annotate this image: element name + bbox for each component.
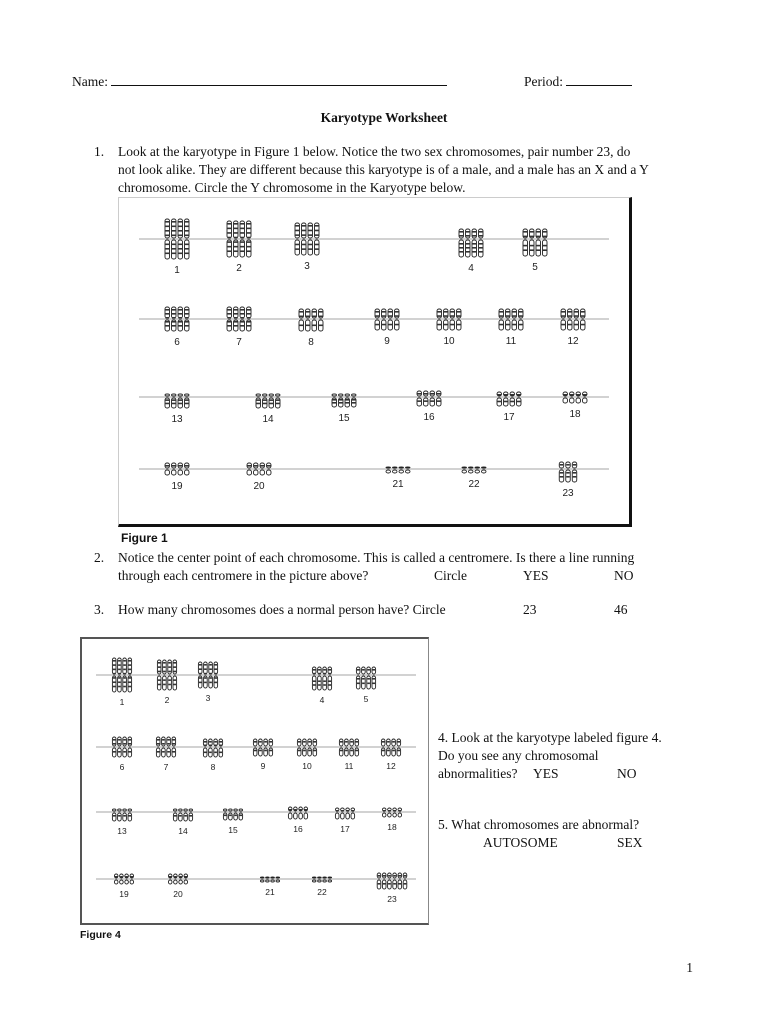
chromosome [393, 808, 397, 817]
chromosome [479, 229, 484, 257]
chromosome [388, 309, 393, 330]
chromosome-number-label: 12 [567, 336, 579, 347]
q4-line1: 4. Look at the karyotype labeled figure 4. [438, 730, 662, 745]
chromosome [332, 394, 337, 407]
chromosome [497, 392, 502, 406]
chromosome [299, 309, 304, 331]
period-blank[interactable] [566, 72, 632, 86]
chromosome [346, 808, 350, 819]
chromosome [572, 462, 577, 482]
chromosome [339, 394, 344, 407]
chromosome [294, 807, 298, 819]
chromosome [424, 391, 429, 406]
chromosome [312, 877, 316, 882]
q3-option-46[interactable]: 46 [614, 602, 628, 617]
chromosome [297, 739, 301, 756]
q1-line2: not look alike. They are different because this karyotype is of a male, and a male has an X and a Y [118, 162, 649, 177]
chromosome [351, 808, 355, 819]
chromosome [339, 739, 343, 756]
q1-line1: Look at the karyotype in Figure 1 below. Notice the two sex chromosomes, pair number 23, do [118, 144, 631, 159]
chromosome [574, 309, 579, 330]
chromosome-number-label: 18 [387, 822, 397, 832]
chromosome-number-label: 13 [171, 414, 183, 425]
chromosome-number-label: 2 [236, 263, 242, 274]
chromosome [583, 392, 588, 403]
chromosome [563, 392, 568, 403]
chromosome-number-label: 17 [503, 412, 515, 423]
chromosome-number-label: 22 [468, 479, 480, 490]
chromosome-number-label: 16 [293, 824, 303, 834]
chromosome [318, 877, 322, 882]
chromosome [475, 467, 480, 473]
q2-option-no[interactable]: NO [614, 568, 634, 583]
chromosome-number-label: 7 [236, 337, 242, 348]
chromosome [266, 877, 270, 882]
chromosome [288, 807, 292, 819]
chromosome [375, 309, 380, 330]
chromosome [219, 739, 223, 757]
chromosome-number-label: 3 [205, 693, 211, 703]
chromosome-number-label: 7 [163, 762, 169, 772]
chromosome [203, 739, 207, 757]
chromosome [398, 873, 402, 889]
chromosome [472, 229, 477, 257]
page-number: 1 [686, 960, 693, 975]
chromosome-number-label: 19 [119, 889, 129, 899]
chromosome-number-label: 8 [210, 762, 216, 772]
chromosome-number-label: 5 [532, 262, 538, 273]
chromosome-number-label: 9 [260, 761, 266, 771]
chromosome [165, 394, 170, 408]
period-field-row [524, 72, 632, 91]
chromosome [335, 808, 339, 819]
chromosome [482, 467, 487, 473]
chromosome [323, 667, 327, 690]
chromosome [393, 467, 398, 473]
figure4-chromosomes [82, 639, 428, 923]
chromosome [173, 809, 177, 821]
chromosome [519, 309, 524, 330]
chromosome [184, 809, 188, 821]
chromosome-number-label: 23 [562, 488, 574, 499]
chromosome [417, 391, 422, 406]
figure1-caption: Figure 1 [121, 531, 168, 545]
chromosome [517, 392, 522, 406]
figure1-chromosomes [119, 198, 629, 524]
chromosome [523, 229, 528, 256]
name-field-row [72, 72, 447, 90]
chromosome-number-label: 8 [308, 337, 314, 348]
chromosome [269, 394, 274, 408]
chromosome [403, 873, 407, 889]
chromosome [367, 667, 371, 689]
chromosome-number-label: 18 [569, 409, 581, 420]
chromosome-number-label: 6 [174, 337, 180, 348]
chromosome [506, 309, 511, 330]
chromosome [372, 667, 376, 689]
q5-option-autosome[interactable]: AUTOSOME [483, 835, 558, 850]
figure4-karyotype[interactable] [80, 637, 429, 925]
name-label: Name: [72, 74, 108, 89]
chromosome [189, 809, 193, 821]
chromosome-number-label: 23 [387, 894, 397, 904]
chromosome [313, 739, 317, 756]
q1-number: 1. [94, 144, 105, 159]
chromosome [319, 309, 324, 331]
chromosome [350, 739, 354, 756]
chromosome [341, 808, 345, 819]
chromosome [276, 394, 281, 408]
chromosome [530, 229, 535, 256]
chromosome [512, 309, 517, 330]
chromosome [263, 394, 268, 408]
chromosome [469, 467, 474, 473]
q2-line1: Notice the center point of each chromosome. This is called a centromere. Is there a line running [118, 550, 635, 565]
chromosome [388, 808, 392, 817]
chromosome [382, 873, 386, 889]
q1-line3: chromosome. Circle the Y chromosome in the Karyotype below. [118, 180, 466, 195]
q3-option-23[interactable]: 23 [523, 602, 537, 617]
chromosome-number-label: 14 [262, 414, 274, 425]
figure1-karyotype[interactable] [118, 197, 632, 527]
period-label: Period: [524, 74, 563, 89]
chromosome [323, 877, 327, 882]
chromosome-number-label: 20 [173, 889, 183, 899]
chromosome [382, 309, 387, 330]
chromosome [259, 739, 263, 756]
chromosome [543, 229, 548, 256]
chromosome-number-label: 16 [423, 412, 435, 423]
chromosome [559, 462, 564, 482]
chromosome [308, 739, 312, 756]
chromosome [356, 667, 360, 689]
chromosome [276, 877, 280, 882]
chromosome [178, 394, 183, 408]
chromosome [214, 739, 218, 757]
chromosome [345, 394, 350, 407]
chromosome-number-label: 13 [117, 826, 127, 836]
chromosome-number-label: 17 [340, 824, 350, 834]
chromosome [437, 391, 442, 406]
q3-number: 3. [94, 602, 105, 617]
chromosome [581, 309, 586, 330]
chromosome [264, 739, 268, 756]
chromosome [437, 309, 442, 330]
q4-line2: Do you see any chromosomal [438, 748, 599, 763]
chromosome [399, 467, 404, 473]
q5-line1: 5. What chromosomes are abnormal? [438, 817, 640, 832]
q4-option-no[interactable]: NO [617, 766, 637, 781]
q5-option-sex[interactable]: SEX [617, 835, 643, 850]
chromosome [536, 229, 541, 256]
chromosome [185, 394, 190, 408]
chromosome [269, 739, 273, 756]
chromosome [576, 392, 581, 403]
chromosome [209, 739, 213, 757]
chromosome [328, 877, 332, 882]
chromosome-number-label: 1 [174, 265, 180, 276]
chromosome-number-label: 12 [386, 761, 396, 771]
chromosome [299, 807, 303, 819]
chromosome [271, 877, 275, 882]
q2-line2: through each centromere in the picture above? [118, 568, 369, 583]
chromosome [306, 309, 311, 331]
chromosome [256, 394, 261, 408]
chromosome [444, 309, 449, 330]
chromosome [499, 309, 504, 330]
chromosome [312, 667, 316, 690]
chromosome [239, 809, 243, 820]
chromosome [459, 229, 464, 257]
chromosome [112, 809, 116, 821]
chromosome-number-label: 20 [253, 481, 265, 492]
chromosome [179, 809, 183, 821]
chromosome-number-label: 15 [228, 825, 238, 835]
chromosome [381, 739, 385, 756]
chromosome-number-label: 22 [317, 887, 327, 897]
chromosome [388, 873, 392, 889]
chromosome-number-label: 6 [119, 762, 125, 772]
chromosome-number-label: 14 [178, 826, 188, 836]
chromosome [566, 462, 571, 482]
chromosome [393, 873, 397, 889]
chromosome-number-label: 2 [164, 695, 170, 705]
chromosome [382, 808, 386, 817]
chromosome [510, 392, 515, 406]
chromosome [395, 309, 400, 330]
chromosome [377, 873, 381, 889]
chromosome-number-label: 11 [505, 336, 517, 347]
chromosome [128, 809, 132, 821]
chromosome [304, 807, 308, 819]
chromosome-number-label: 11 [344, 761, 354, 771]
chromosome-number-label: 10 [443, 336, 455, 347]
chromosome-number-label: 4 [319, 695, 325, 705]
chromosome [462, 467, 467, 473]
chromosome-number-label: 4 [468, 263, 474, 274]
chromosome-number-label: 15 [338, 413, 350, 424]
q2-circle-label: Circle [434, 568, 467, 583]
chromosome [430, 391, 435, 406]
chromosome [253, 739, 257, 756]
chromosome [172, 394, 177, 408]
chromosome [345, 739, 349, 756]
chromosome [223, 809, 227, 820]
figure4-caption: Figure 4 [80, 929, 121, 941]
name-blank[interactable] [111, 72, 447, 86]
q2-number: 2. [94, 550, 105, 565]
chromosome [118, 809, 122, 821]
chromosome [406, 467, 411, 473]
chromosome [386, 467, 391, 473]
chromosome [123, 809, 127, 821]
chromosome [362, 667, 366, 689]
chromosome [561, 309, 566, 330]
chromosome-number-label: 3 [304, 261, 310, 272]
q4-option-yes[interactable]: YES [533, 766, 559, 781]
chromosome [504, 392, 509, 406]
chromosome [260, 877, 264, 882]
chromosome [570, 392, 575, 403]
q2-option-yes[interactable]: YES [523, 568, 549, 583]
q3-text: How many chromosomes does a normal person have? Circle [118, 602, 446, 617]
chromosome [229, 809, 233, 820]
chromosome [312, 309, 317, 331]
chromosome [398, 808, 402, 817]
chromosome-number-label: 21 [265, 887, 275, 897]
q4-line3: abnormalities? [438, 766, 518, 781]
chromosome-number-label: 21 [392, 479, 404, 490]
chromosome [466, 229, 471, 257]
chromosome [392, 739, 396, 756]
chromosome-number-label: 10 [302, 761, 312, 771]
chromosome [457, 309, 462, 330]
chromosome [568, 309, 573, 330]
chromosome [234, 809, 238, 820]
chromosome [328, 667, 332, 690]
chromosome [450, 309, 455, 330]
chromosome [318, 667, 322, 690]
chromosome [397, 739, 401, 756]
chromosome [355, 739, 359, 756]
chromosome-number-label: 1 [119, 697, 125, 707]
chromosome [352, 394, 357, 407]
chromosome-number-label: 19 [171, 481, 183, 492]
chromosome-number-label: 9 [384, 336, 390, 347]
chromosome [303, 739, 307, 756]
chromosome [387, 739, 391, 756]
worksheet-title: Karyotype Worksheet [320, 110, 448, 125]
chromosome-number-label: 5 [363, 694, 369, 704]
